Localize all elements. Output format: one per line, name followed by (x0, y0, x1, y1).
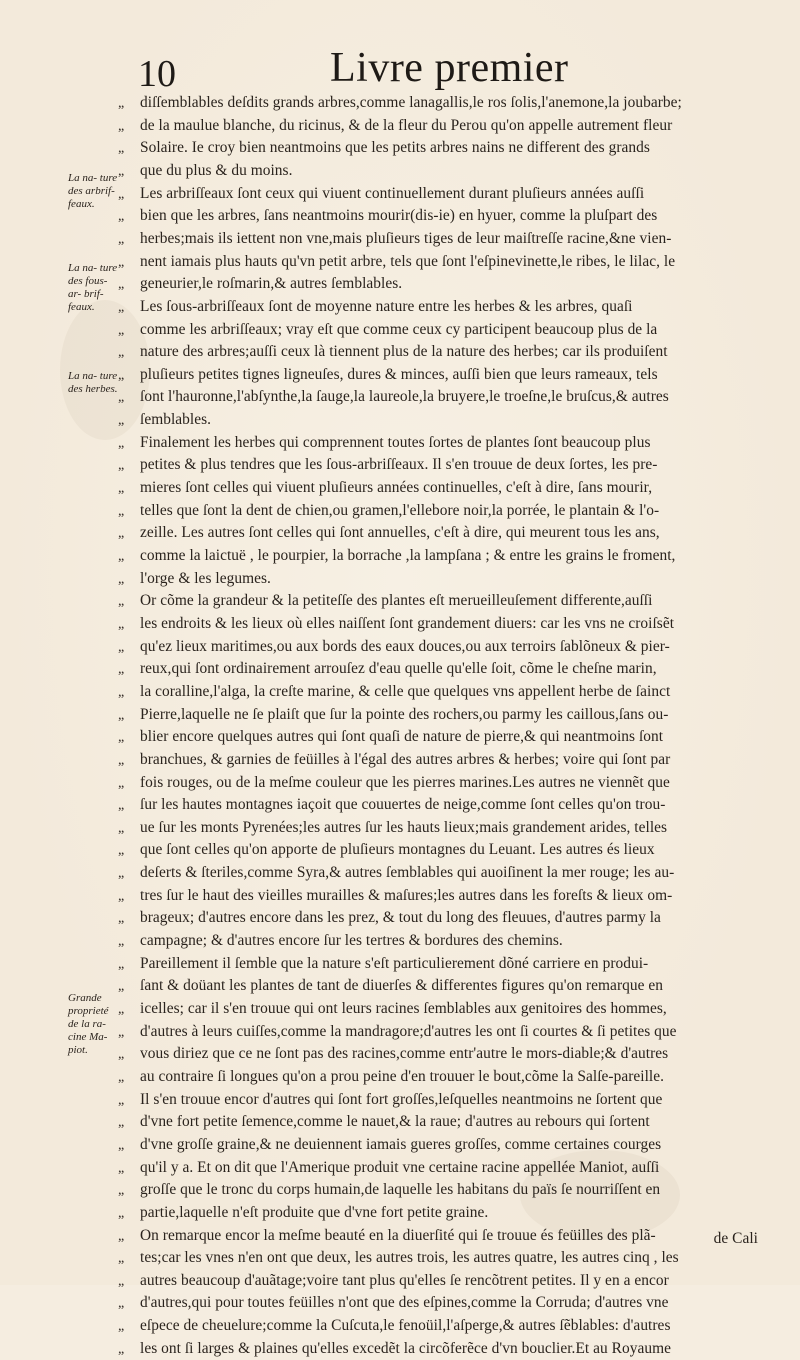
quote-mark: „ (118, 1228, 125, 1244)
quote-mark: „ (118, 843, 125, 859)
line-text: comme la laictuë , le pourpier, la borrache ,la lampſana ; & entre les grains le froment, (140, 547, 676, 564)
quote-mark: „ (118, 571, 125, 587)
text-line (118, 115, 778, 137)
text-line (118, 183, 778, 205)
text-line (118, 998, 778, 1020)
line-text: les endroits & les lieux où elles naiſſent ſont grandement diuers: car les vns ne croiſsẽt (140, 614, 675, 632)
text-line (118, 296, 778, 318)
text-line (118, 160, 778, 182)
quote-mark: „ (118, 413, 125, 429)
text-line (118, 477, 778, 499)
line-text: partie,laquelle n'eſt produite que d'vne fort petite graine. (140, 1203, 489, 1221)
line-text: Pareillement il ſemble que la nature s'eſt particulierement dõné carriere en produi- (140, 954, 649, 972)
quote-mark: „ (118, 503, 125, 519)
text-line (118, 1179, 778, 1201)
margin-note: La na- ture des herbes. (68, 370, 118, 395)
quote-mark: „ (118, 186, 125, 202)
line-text: geneurier,le roſmarin,& autres ſemblables. (140, 275, 403, 293)
line-text: brageux; d'autres encore dans les prez, & tout du long des fleuues, d'autres parmy la (140, 909, 661, 927)
text-line (118, 1315, 778, 1337)
quote-mark: „ (118, 662, 125, 678)
line-text: d'vne groſſe graine,& ne deuiennent iamais gueres groſſes, comme certaines courges (140, 1135, 662, 1153)
line-text: que du plus & du moins. (140, 161, 293, 179)
line-text: Il s'en trouue encor d'autres qui ſont fort groſſes,leſquelles neantmoins ne ſortent que (140, 1090, 663, 1108)
quote-mark: „ (118, 616, 125, 632)
line-text: l'orge & les legumes. (140, 569, 271, 587)
line-text: au contraire ſi longues qu'on a prou peine d'en trouuer le bout,cõme la Salſe-pareille. (140, 1067, 665, 1085)
line-text: Les ſous-arbriſſeaux ſont de moyenne nature entre les herbes & les arbres, quaſi (140, 297, 633, 315)
text-line (118, 409, 778, 431)
text-line (118, 386, 778, 408)
text-line (118, 1247, 778, 1269)
line-text: vous diriez que ce ne ſont pas des racines,comme entr'autre le mors-diable;& d'autres (140, 1045, 669, 1063)
line-text: la coralline,l'alga, la creſte marine, & celle que quelques vns appellent herbe de ſainct (140, 682, 671, 700)
quote-mark: „ (118, 299, 125, 315)
quote-mark: „ (118, 209, 125, 225)
text-line (118, 1066, 778, 1088)
margin-note: La na- ture des arbrif- feaux. (68, 172, 118, 210)
quote-mark: „ (118, 549, 125, 564)
text-line (118, 251, 778, 273)
quote-mark: „ (118, 798, 125, 814)
line-text: ſemblables. (140, 411, 212, 429)
line-text: autres beaucoup d'auãtage;voire tant plus qu'elles ſe rencõtrent petites. Il y en a encor (140, 1271, 669, 1289)
text-line (118, 568, 778, 590)
quote-mark: „ (118, 684, 125, 700)
quote-mark: „ (118, 231, 125, 247)
line-text: groſſe que le tronc du corps humain,de laquelle les habitans du païs ſe nourriſſent en (140, 1181, 661, 1199)
quote-mark: „ (118, 888, 125, 904)
quote-mark: „ (118, 752, 125, 768)
text-line (118, 273, 778, 295)
text-line (118, 636, 778, 658)
quote-mark: „ (118, 345, 125, 361)
text-line (118, 590, 778, 612)
text-line (118, 1157, 778, 1179)
margin-note: La na- ture des fous-ar- brif- feaux. (68, 262, 118, 313)
text-line (118, 1292, 778, 1314)
margin-note: Grande proprieté de la ra- cine Ma- piot. (68, 992, 109, 1056)
text-line (118, 1021, 778, 1043)
line-text: icelles; car il s'en trouue qui ont leurs racines ſemblables aux genitoires des hommes, (140, 1000, 667, 1017)
text-line (118, 1270, 778, 1292)
quote-mark: „ (118, 1273, 125, 1289)
quote-mark: „ (118, 526, 125, 542)
text-line (118, 1338, 778, 1360)
text-line (118, 885, 778, 907)
text-line (118, 1111, 778, 1133)
quote-mark: „ (118, 730, 125, 746)
text-line (118, 1043, 778, 1065)
line-text: de la maulue blanche, du ricinus, & de la fleur du Perou qu'on appelle autrement fleur (140, 116, 673, 134)
line-text: ue ſur les monts Pyrenées;les autres ſur les hauts lieux;mais grandement arides, telles (140, 818, 668, 836)
running-title: Livre premier (330, 45, 569, 91)
line-text: tres ſur le haut des vieilles murailles & maſures;les autres dans les foreſts & lieux om- (140, 886, 673, 904)
quote-mark: „ (118, 594, 125, 610)
quote-mark: „ (118, 775, 125, 791)
quote-mark: „ (118, 96, 125, 111)
line-text: comme les arbriſſeaux; vray eſt que comme ceux cy participent beaucoup plus de la (140, 320, 658, 338)
quote-mark: „ (118, 1047, 125, 1063)
text-line (118, 545, 778, 567)
quote-mark: „ (118, 163, 125, 179)
line-text: les ont ſi larges & plaines qu'elles excedẽt la circõferẽce d'vn bouclier.Et au Royaume (140, 1339, 671, 1357)
quote-mark: „ (118, 1319, 125, 1335)
line-text: Les arbriſſeaux ſont ceux qui viuent continuellement durant pluſieurs années auſſi (140, 184, 645, 202)
text-line (118, 975, 778, 997)
text-line (118, 704, 778, 726)
text-line (118, 907, 778, 929)
text-line (118, 862, 778, 884)
quote-mark: „ (118, 118, 125, 134)
line-text: nent iamais plus hauts qu'vn petit arbre, tels que ſont l'eſpinevinette,le ribes, le lilac, le (140, 252, 676, 270)
line-text: deſerts & ſteriles,comme Syra,& autres ſemblables qui auoiſinent la mer rouge; les au- (140, 864, 675, 882)
line-text: que ſont celles qu'on apporte de pluſieurs montagnes du Leuant. Les autres és lieux (140, 841, 655, 859)
quote-mark: „ (118, 1183, 125, 1199)
line-text: campagne; & d'autres encore ſur les tertres & bordures des chemins. (140, 932, 563, 949)
line-text: petites & plus tendres que les ſous-arbriſſeaux. Il s'en trouue de deux ſortes, les pre- (140, 456, 658, 474)
text-line (118, 454, 778, 476)
line-text: Pierre,laquelle ne ſe plaiſt que ſur la pointe des rochers,ou parmy les caillous,ſans ou- (140, 705, 669, 723)
quote-mark: „ (118, 911, 125, 927)
line-text: d'vne fort petite ſemence,comme le nauet,& la raue; d'autres au rebours qui ſortent (140, 1113, 650, 1131)
text-line (118, 1134, 778, 1156)
quote-mark: „ (118, 1296, 125, 1312)
line-text: ſont l'hauronne,l'abſynthe,la ſauge,la laureole,la bruyere,le troeſne,le bruſcus,& autres (140, 388, 669, 406)
text-line (118, 432, 778, 454)
quote-mark: „ (118, 1069, 125, 1085)
line-text: d'autres à leurs cuiſſes,comme la mandragore;d'autres les ont ſi courtes & ſi petites que (140, 1022, 677, 1040)
quote-mark: „ (118, 707, 125, 723)
text-line (118, 228, 778, 250)
quote-mark: „ (118, 1137, 125, 1153)
text-line (118, 341, 778, 363)
text-line (118, 92, 778, 114)
quote-mark: „ (118, 254, 125, 270)
text-line (118, 137, 778, 159)
text-line (118, 930, 778, 952)
line-text: eſpece de cheuelure;comme la Cuſcuta,le fenoüil,l'aſperge,& autres ſẽblables: d'autres (140, 1317, 671, 1335)
line-text: d'autres,qui pour toutes feüilles n'ont que des eſpines,comme la Corruda; d'autres vne (140, 1294, 669, 1312)
line-text: pluſieurs petites tignes ligneuſes, dures & minces, auſſi bien que leurs rameaux, tels (140, 365, 658, 383)
text-line (118, 726, 778, 748)
line-text: reux,qui ſont ordinairement arrouſez d'eau quelle qu'elle ſoit, cõme le cheſne marin, (140, 660, 657, 678)
line-text: ſur les hautes montagnes iaçoit que couuertes de neige,comme ſont celles qu'on trou- (140, 796, 666, 814)
quote-mark: „ (118, 390, 125, 406)
text-line (118, 839, 778, 861)
quote-mark: „ (118, 1115, 125, 1131)
quote-mark: „ (118, 1002, 125, 1017)
line-text: ſant & doüant les plantes de tant de diuerſes & differentes figures qu'on remarque en (140, 977, 664, 995)
line-text: bien que les arbres, ſans neantmoins mourir(dis-ie) en hyuer, comme la pluſpart des (140, 207, 658, 225)
text-line (118, 319, 778, 341)
line-text: tes;car les vnes n'en ont que deux, les autres trois, les autres quatre, les autres cinq , les (140, 1249, 679, 1267)
quote-mark: „ (118, 639, 125, 655)
text-line (118, 772, 778, 794)
text-line (118, 364, 778, 386)
line-text: On remarque encor la meſme beauté en la diuerſité qui ſe trouue és feüilles des plã- (140, 1226, 656, 1244)
line-text: nature des arbres;auſſi ceux là tiennent plus de la nature des herbes; car ils produiſent (140, 343, 668, 361)
text-line (118, 522, 778, 544)
line-text: qu'ez lieux maritimes,ou aux bords des eaux douces,ou aux terroirs ſablõneux & pier- (140, 637, 670, 655)
line-text: herbes;mais ils iettent non vne,mais pluſieurs tiges de leur maiſtreſſe racine,&ne vien- (140, 229, 672, 247)
line-text: zeille. Les autres ſont celles qui ſont annuelles, c'eſt à dire, qui meurent tous les ans, (140, 524, 660, 542)
line-text: Solaire. Ie croy bien neantmoins que les petits arbres nains ne different des grands (140, 139, 650, 157)
quote-mark: „ (118, 979, 125, 995)
line-text: telles que ſont la dent de chien,ou gramen,l'ellebore noir,la porrée, le plantain & l'o- (140, 501, 660, 519)
text-line (118, 205, 778, 227)
text-line (118, 794, 778, 816)
text-line (118, 953, 778, 975)
line-text: qu'il y a. Et on dit que l'Amerique produit vne certaine racine appellée Maniot, auſſi (140, 1158, 660, 1176)
text-line (118, 749, 778, 771)
quote-mark: „ (118, 277, 125, 293)
quote-mark: „ (118, 1024, 125, 1040)
text-line (118, 500, 778, 522)
quote-mark: „ (118, 435, 125, 451)
quote-mark: „ (118, 1341, 125, 1357)
quote-mark: „ (118, 322, 125, 338)
text-line (118, 658, 778, 680)
quote-mark: „ (118, 141, 125, 157)
quote-mark: „ (118, 1251, 125, 1267)
text-line (118, 681, 778, 703)
text-line (118, 613, 778, 635)
quote-mark: „ (118, 1205, 125, 1221)
line-text: Or cõme la grandeur & la petiteſſe des plantes eſt merueilleuſement differente,auſſi (140, 592, 653, 610)
text-line (118, 1202, 778, 1224)
text-line (118, 1089, 778, 1111)
line-text: Finalement les herbes qui comprennent toutes ſortes de plantes ſont beaucoup plus (140, 433, 651, 451)
quote-mark: „ (118, 1160, 125, 1176)
quote-mark: „ (118, 367, 125, 383)
quote-mark: „ (118, 481, 125, 496)
line-text: fois rouges, ou de la meſme couleur que les pierres marines.Les autres ne viennẽt que (140, 773, 670, 791)
page-number: 10 (138, 53, 176, 95)
quote-mark: „ (118, 1092, 125, 1108)
quote-mark: „ (118, 458, 125, 474)
text-line (118, 817, 778, 839)
line-text: mieres ſont celles qui viuent pluſieurs années continuelles, c'eſt à dire, ſans mourir, (140, 479, 653, 496)
line-text: branchues, & garnies de feüilles à l'égal des autres arbres & herbes; voire qui ſont par (140, 750, 671, 768)
quote-mark: „ (118, 820, 125, 836)
line-text: diſſemblables deſdits grands arbres,comme lanagallis,le ros ſolis,l'anemone,la joubarbe; (140, 94, 682, 111)
line-text: blier encore quelques autres qui ſont quaſi de nature de pierre,& qui neantmoins ſont (140, 728, 664, 746)
quote-mark: „ (118, 934, 125, 949)
quote-mark: „ (118, 866, 125, 882)
quote-mark: „ (118, 956, 125, 972)
catchword: de Cali (713, 1230, 758, 1247)
